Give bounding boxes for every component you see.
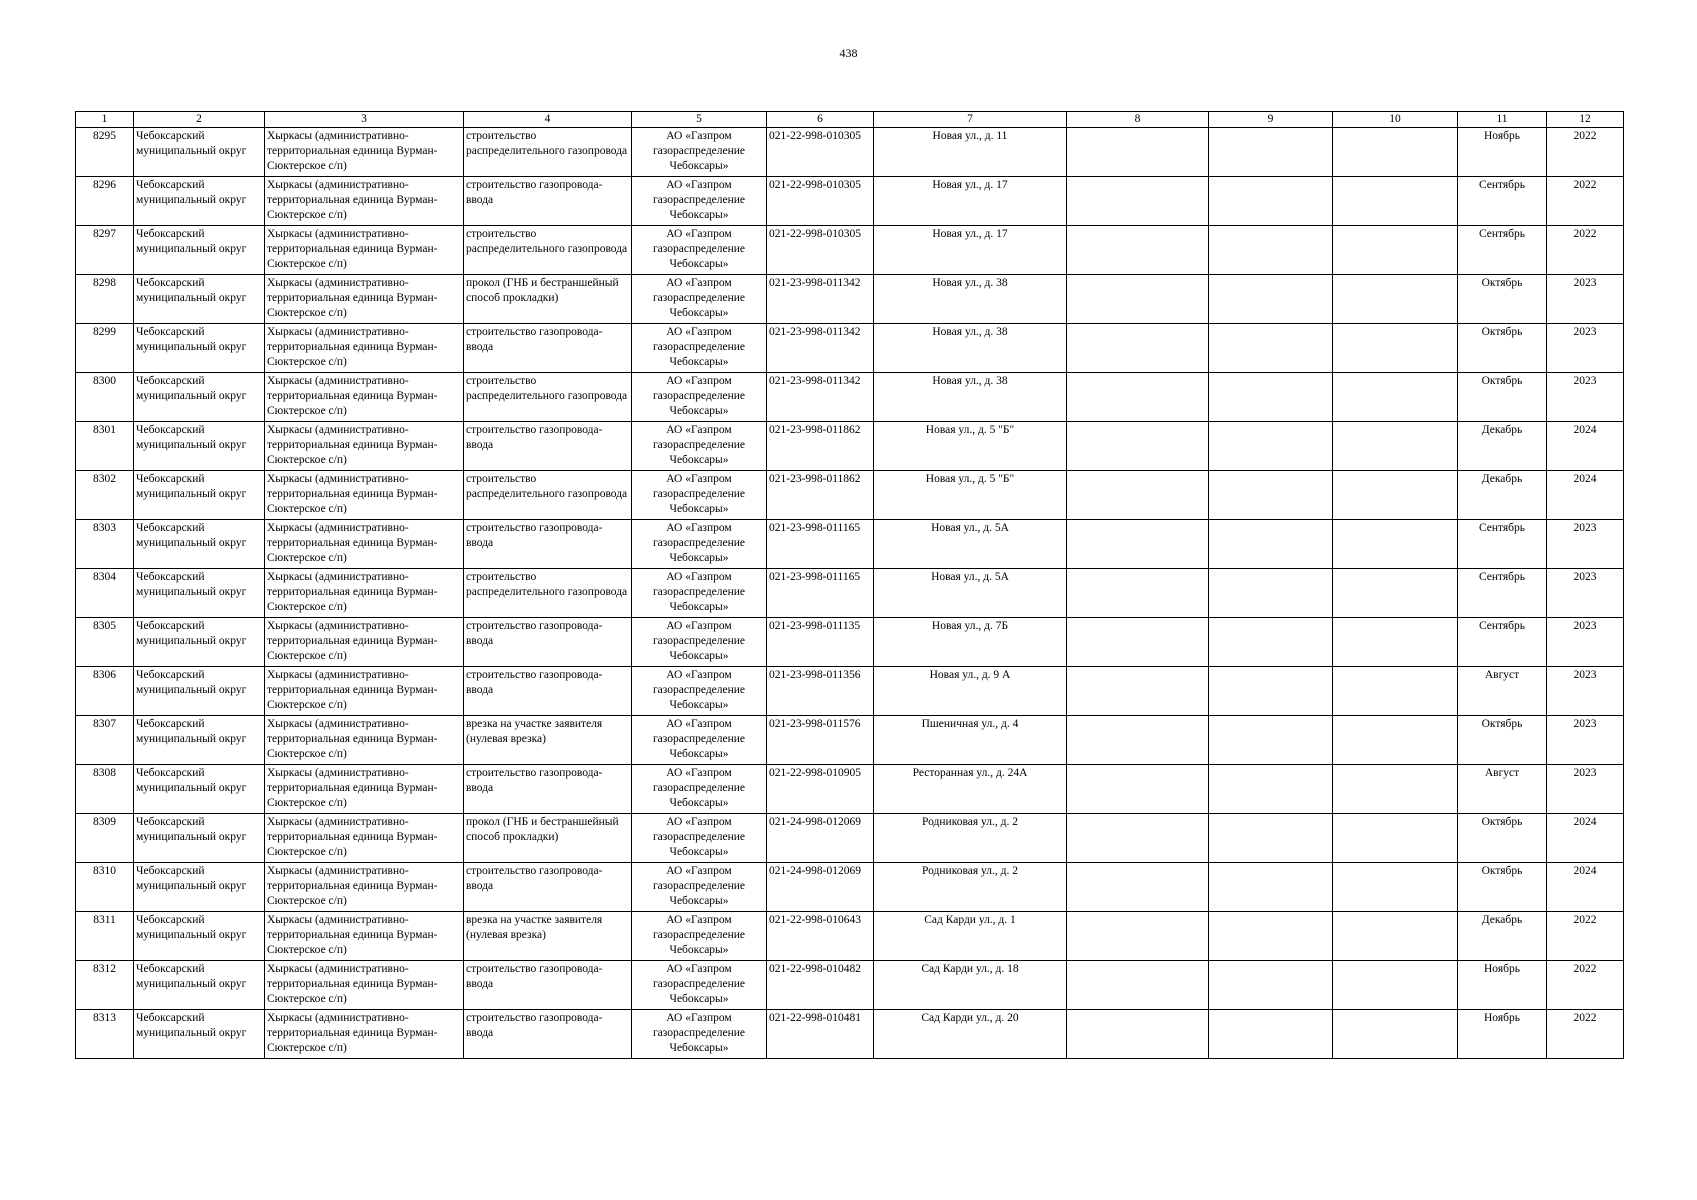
table-row	[76, 373, 1624, 422]
locality-cell: Хыркасы (административно-территориальная единица Вурман-Сюктерское с/п)	[265, 275, 464, 324]
column-number-row	[76, 112, 1624, 128]
application-code-cell: 021-22-998-010305	[767, 177, 874, 226]
table-row	[76, 520, 1624, 569]
application-code-cell: 021-23-998-011576	[767, 716, 874, 765]
month-cell: Сентябрь	[1458, 520, 1547, 569]
locality-cell: Хыркасы (административно-территориальная единица Вурман-Сюктерское с/п)	[265, 520, 464, 569]
table-row	[76, 618, 1624, 667]
organization-cell: АО «Газпром газораспределение Чебоксары»	[632, 226, 767, 275]
application-code-cell: 021-23-998-011356	[767, 667, 874, 716]
work-type-cell: строительство газопровода-ввода	[464, 177, 632, 226]
column-10-cell	[1333, 961, 1458, 1010]
row-number-cell: 8310	[76, 863, 134, 912]
row-number-cell: 8304	[76, 569, 134, 618]
month-cell: Октябрь	[1458, 324, 1547, 373]
table-row	[76, 912, 1624, 961]
column-9-cell	[1209, 471, 1333, 520]
organization-cell: АО «Газпром газораспределение Чебоксары»	[632, 422, 767, 471]
work-type-cell: строительство распределительного газопровода	[464, 128, 632, 177]
organization-cell: АО «Газпром газораспределение Чебоксары»	[632, 667, 767, 716]
address-cell: Родниковая ул., д. 2	[874, 814, 1067, 863]
district-cell: Чебоксарский муниципальный округ	[134, 765, 265, 814]
work-type-cell: строительство газопровода-ввода	[464, 324, 632, 373]
application-code-cell: 021-22-998-010481	[767, 1010, 874, 1059]
table-row	[76, 814, 1624, 863]
column-8-cell	[1067, 569, 1209, 618]
district-cell: Чебоксарский муниципальный округ	[134, 226, 265, 275]
work-type-cell: врезка на участке заявителя (нулевая врезка)	[464, 912, 632, 961]
district-cell: Чебоксарский муниципальный округ	[134, 667, 265, 716]
address-cell: Новая ул., д. 38	[874, 324, 1067, 373]
column-8-cell	[1067, 765, 1209, 814]
month-cell: Декабрь	[1458, 422, 1547, 471]
column-9-cell	[1209, 275, 1333, 324]
column-header: 4	[464, 112, 632, 128]
row-number-cell: 8300	[76, 373, 134, 422]
column-8-cell	[1067, 373, 1209, 422]
month-cell: Октябрь	[1458, 373, 1547, 422]
month-cell: Октябрь	[1458, 275, 1547, 324]
year-cell: 2024	[1547, 814, 1624, 863]
month-cell: Ноябрь	[1458, 961, 1547, 1010]
application-code-cell: 021-22-998-010905	[767, 765, 874, 814]
work-type-cell: строительство газопровода-ввода	[464, 520, 632, 569]
table-row	[76, 128, 1624, 177]
month-cell: Сентябрь	[1458, 226, 1547, 275]
work-type-cell: врезка на участке заявителя (нулевая врезка)	[464, 716, 632, 765]
application-code-cell: 021-23-998-011135	[767, 618, 874, 667]
year-cell: 2023	[1547, 324, 1624, 373]
column-header: 5	[632, 112, 767, 128]
district-cell: Чебоксарский муниципальный округ	[134, 275, 265, 324]
address-cell: Пшеничная ул., д. 4	[874, 716, 1067, 765]
year-cell: 2023	[1547, 520, 1624, 569]
table-row	[76, 177, 1624, 226]
year-cell: 2023	[1547, 667, 1624, 716]
district-cell: Чебоксарский муниципальный округ	[134, 716, 265, 765]
application-code-cell: 021-23-998-011165	[767, 569, 874, 618]
column-9-cell	[1209, 912, 1333, 961]
district-cell: Чебоксарский муниципальный округ	[134, 569, 265, 618]
table-row	[76, 471, 1624, 520]
work-type-cell: строительство газопровода-ввода	[464, 863, 632, 912]
address-cell: Новая ул., д. 5 "Б"	[874, 422, 1067, 471]
work-type-cell: строительство распределительного газопровода	[464, 226, 632, 275]
work-type-cell: строительство газопровода-ввода	[464, 618, 632, 667]
column-10-cell	[1333, 765, 1458, 814]
table-row	[76, 569, 1624, 618]
column-8-cell	[1067, 520, 1209, 569]
locality-cell: Хыркасы (административно-территориальная единица Вурман-Сюктерское с/п)	[265, 324, 464, 373]
organization-cell: АО «Газпром газораспределение Чебоксары»	[632, 569, 767, 618]
table-row	[76, 961, 1624, 1010]
address-cell: Ресторанная ул., д. 24А	[874, 765, 1067, 814]
column-9-cell	[1209, 422, 1333, 471]
column-8-cell	[1067, 716, 1209, 765]
column-8-cell	[1067, 471, 1209, 520]
district-cell: Чебоксарский муниципальный округ	[134, 324, 265, 373]
organization-cell: АО «Газпром газораспределение Чебоксары»	[632, 716, 767, 765]
column-header: 6	[767, 112, 874, 128]
column-header: 3	[265, 112, 464, 128]
register-table	[75, 111, 1624, 1059]
column-10-cell	[1333, 177, 1458, 226]
locality-cell: Хыркасы (административно-территориальная единица Вурман-Сюктерское с/п)	[265, 667, 464, 716]
month-cell: Ноябрь	[1458, 1010, 1547, 1059]
column-10-cell	[1333, 275, 1458, 324]
address-cell: Новая ул., д. 17	[874, 226, 1067, 275]
year-cell: 2022	[1547, 961, 1624, 1010]
work-type-cell: строительство газопровода-ввода	[464, 422, 632, 471]
application-code-cell: 021-23-998-011342	[767, 275, 874, 324]
table-body	[76, 128, 1624, 1059]
column-9-cell	[1209, 716, 1333, 765]
address-cell: Новая ул., д. 7Б	[874, 618, 1067, 667]
application-code-cell: 021-22-998-010482	[767, 961, 874, 1010]
organization-cell: АО «Газпром газораспределение Чебоксары»	[632, 1010, 767, 1059]
year-cell: 2023	[1547, 618, 1624, 667]
year-cell: 2023	[1547, 765, 1624, 814]
month-cell: Декабрь	[1458, 912, 1547, 961]
work-type-cell: строительство распределительного газопровода	[464, 373, 632, 422]
address-cell: Родниковая ул., д. 2	[874, 863, 1067, 912]
month-cell: Ноябрь	[1458, 128, 1547, 177]
column-8-cell	[1067, 814, 1209, 863]
address-cell: Новая ул., д. 5А	[874, 520, 1067, 569]
row-number-cell: 8308	[76, 765, 134, 814]
work-type-cell: строительство газопровода-ввода	[464, 765, 632, 814]
row-number-cell: 8298	[76, 275, 134, 324]
year-cell: 2024	[1547, 471, 1624, 520]
work-type-cell: строительство распределительного газопровода	[464, 471, 632, 520]
month-cell: Октябрь	[1458, 863, 1547, 912]
application-code-cell: 021-23-998-011342	[767, 324, 874, 373]
locality-cell: Хыркасы (административно-территориальная единица Вурман-Сюктерское с/п)	[265, 569, 464, 618]
column-9-cell	[1209, 961, 1333, 1010]
month-cell: Сентябрь	[1458, 618, 1547, 667]
organization-cell: АО «Газпром газораспределение Чебоксары»	[632, 618, 767, 667]
locality-cell: Хыркасы (административно-территориальная единица Вурман-Сюктерское с/п)	[265, 1010, 464, 1059]
column-8-cell	[1067, 1010, 1209, 1059]
column-10-cell	[1333, 569, 1458, 618]
row-number-cell: 8312	[76, 961, 134, 1010]
year-cell: 2024	[1547, 863, 1624, 912]
district-cell: Чебоксарский муниципальный округ	[134, 422, 265, 471]
district-cell: Чебоксарский муниципальный округ	[134, 520, 265, 569]
table-row	[76, 275, 1624, 324]
organization-cell: АО «Газпром газораспределение Чебоксары»	[632, 128, 767, 177]
application-code-cell: 021-24-998-012069	[767, 863, 874, 912]
table-row	[76, 667, 1624, 716]
locality-cell: Хыркасы (административно-территориальная единица Вурман-Сюктерское с/п)	[265, 716, 464, 765]
column-10-cell	[1333, 422, 1458, 471]
table-row	[76, 765, 1624, 814]
year-cell: 2022	[1547, 177, 1624, 226]
year-cell: 2022	[1547, 128, 1624, 177]
column-9-cell	[1209, 765, 1333, 814]
column-9-cell	[1209, 373, 1333, 422]
organization-cell: АО «Газпром газораспределение Чебоксары»	[632, 275, 767, 324]
locality-cell: Хыркасы (административно-территориальная единица Вурман-Сюктерское с/п)	[265, 226, 464, 275]
column-10-cell	[1333, 520, 1458, 569]
column-9-cell	[1209, 520, 1333, 569]
organization-cell: АО «Газпром газораспределение Чебоксары»	[632, 912, 767, 961]
column-9-cell	[1209, 177, 1333, 226]
locality-cell: Хыркасы (административно-территориальная единица Вурман-Сюктерское с/п)	[265, 422, 464, 471]
column-header: 10	[1333, 112, 1458, 128]
month-cell: Октябрь	[1458, 716, 1547, 765]
organization-cell: АО «Газпром газораспределение Чебоксары»	[632, 863, 767, 912]
column-8-cell	[1067, 422, 1209, 471]
month-cell: Сентябрь	[1458, 177, 1547, 226]
locality-cell: Хыркасы (административно-территориальная единица Вурман-Сюктерское с/п)	[265, 765, 464, 814]
month-cell: Август	[1458, 765, 1547, 814]
organization-cell: АО «Газпром газораспределение Чебоксары»	[632, 765, 767, 814]
application-code-cell: 021-23-998-011862	[767, 471, 874, 520]
organization-cell: АО «Газпром газораспределение Чебоксары»	[632, 814, 767, 863]
row-number-cell: 8299	[76, 324, 134, 373]
organization-cell: АО «Газпром газораспределение Чебоксары»	[632, 520, 767, 569]
row-number-cell: 8303	[76, 520, 134, 569]
district-cell: Чебоксарский муниципальный округ	[134, 373, 265, 422]
locality-cell: Хыркасы (административно-территориальная единица Вурман-Сюктерское с/п)	[265, 471, 464, 520]
column-9-cell	[1209, 667, 1333, 716]
address-cell: Сад Карди ул., д. 18	[874, 961, 1067, 1010]
row-number-cell: 8297	[76, 226, 134, 275]
table-row	[76, 716, 1624, 765]
application-code-cell: 021-22-998-010305	[767, 226, 874, 275]
row-number-cell: 8307	[76, 716, 134, 765]
year-cell: 2023	[1547, 275, 1624, 324]
organization-cell: АО «Газпром газораспределение Чебоксары»	[632, 373, 767, 422]
work-type-cell: прокол (ГНБ и бестраншейный способ прокладки)	[464, 814, 632, 863]
year-cell: 2023	[1547, 716, 1624, 765]
column-10-cell	[1333, 912, 1458, 961]
address-cell: Новая ул., д. 5А	[874, 569, 1067, 618]
column-9-cell	[1209, 128, 1333, 177]
table-row	[76, 226, 1624, 275]
column-9-cell	[1209, 814, 1333, 863]
address-cell: Сад Карди ул., д. 20	[874, 1010, 1067, 1059]
column-10-cell	[1333, 863, 1458, 912]
column-10-cell	[1333, 471, 1458, 520]
work-type-cell: строительство газопровода-ввода	[464, 1010, 632, 1059]
organization-cell: АО «Газпром газораспределение Чебоксары»	[632, 177, 767, 226]
locality-cell: Хыркасы (административно-территориальная единица Вурман-Сюктерское с/п)	[265, 373, 464, 422]
year-cell: 2023	[1547, 569, 1624, 618]
row-number-cell: 8306	[76, 667, 134, 716]
district-cell: Чебоксарский муниципальный округ	[134, 128, 265, 177]
locality-cell: Хыркасы (административно-территориальная единица Вурман-Сюктерское с/п)	[265, 128, 464, 177]
district-cell: Чебоксарский муниципальный округ	[134, 618, 265, 667]
table-row	[76, 863, 1624, 912]
address-cell: Новая ул., д. 5 "Б"	[874, 471, 1067, 520]
district-cell: Чебоксарский муниципальный округ	[134, 1010, 265, 1059]
row-number-cell: 8296	[76, 177, 134, 226]
district-cell: Чебоксарский муниципальный округ	[134, 814, 265, 863]
address-cell: Новая ул., д. 38	[874, 275, 1067, 324]
column-10-cell	[1333, 128, 1458, 177]
year-cell: 2022	[1547, 226, 1624, 275]
column-8-cell	[1067, 618, 1209, 667]
address-cell: Сад Карди ул., д. 1	[874, 912, 1067, 961]
address-cell: Новая ул., д. 9 А	[874, 667, 1067, 716]
column-10-cell	[1333, 226, 1458, 275]
column-header: 8	[1067, 112, 1209, 128]
work-type-cell: строительство газопровода-ввода	[464, 667, 632, 716]
column-9-cell	[1209, 324, 1333, 373]
year-cell: 2022	[1547, 1010, 1624, 1059]
application-code-cell: 021-22-998-010643	[767, 912, 874, 961]
district-cell: Чебоксарский муниципальный округ	[134, 863, 265, 912]
organization-cell: АО «Газпром газораспределение Чебоксары»	[632, 961, 767, 1010]
district-cell: Чебоксарский муниципальный округ	[134, 471, 265, 520]
column-10-cell	[1333, 667, 1458, 716]
column-8-cell	[1067, 961, 1209, 1010]
row-number-cell: 8311	[76, 912, 134, 961]
column-10-cell	[1333, 324, 1458, 373]
locality-cell: Хыркасы (административно-территориальная единица Вурман-Сюктерское с/п)	[265, 863, 464, 912]
work-type-cell: прокол (ГНБ и бестраншейный способ прокладки)	[464, 275, 632, 324]
column-header: 2	[134, 112, 265, 128]
year-cell: 2022	[1547, 912, 1624, 961]
column-8-cell	[1067, 667, 1209, 716]
row-number-cell: 8302	[76, 471, 134, 520]
column-9-cell	[1209, 863, 1333, 912]
column-9-cell	[1209, 226, 1333, 275]
address-cell: Новая ул., д. 17	[874, 177, 1067, 226]
district-cell: Чебоксарский муниципальный округ	[134, 177, 265, 226]
month-cell: Август	[1458, 667, 1547, 716]
column-8-cell	[1067, 324, 1209, 373]
address-cell: Новая ул., д. 38	[874, 373, 1067, 422]
column-9-cell	[1209, 1010, 1333, 1059]
application-code-cell: 021-23-998-011342	[767, 373, 874, 422]
year-cell: 2024	[1547, 422, 1624, 471]
row-number-cell: 8313	[76, 1010, 134, 1059]
column-8-cell	[1067, 177, 1209, 226]
organization-cell: АО «Газпром газораспределение Чебоксары»	[632, 324, 767, 373]
column-8-cell	[1067, 128, 1209, 177]
locality-cell: Хыркасы (административно-территориальная единица Вурман-Сюктерское с/п)	[265, 814, 464, 863]
month-cell: Октябрь	[1458, 814, 1547, 863]
row-number-cell: 8305	[76, 618, 134, 667]
application-code-cell: 021-22-998-010305	[767, 128, 874, 177]
table-row	[76, 422, 1624, 471]
column-8-cell	[1067, 275, 1209, 324]
organization-cell: АО «Газпром газораспределение Чебоксары»	[632, 471, 767, 520]
column-10-cell	[1333, 716, 1458, 765]
locality-cell: Хыркасы (административно-территориальная единица Вурман-Сюктерское с/п)	[265, 618, 464, 667]
row-number-cell: 8295	[76, 128, 134, 177]
address-cell: Новая ул., д. 11	[874, 128, 1067, 177]
year-cell: 2023	[1547, 373, 1624, 422]
column-header: 1	[76, 112, 134, 128]
row-number-cell: 8301	[76, 422, 134, 471]
locality-cell: Хыркасы (административно-территориальная единица Вурман-Сюктерское с/п)	[265, 177, 464, 226]
district-cell: Чебоксарский муниципальный округ	[134, 961, 265, 1010]
locality-cell: Хыркасы (административно-территориальная единица Вурман-Сюктерское с/п)	[265, 912, 464, 961]
column-10-cell	[1333, 814, 1458, 863]
page-number: 438	[839, 46, 858, 60]
table-row	[76, 324, 1624, 373]
column-9-cell	[1209, 618, 1333, 667]
row-number-cell: 8309	[76, 814, 134, 863]
column-8-cell	[1067, 912, 1209, 961]
column-8-cell	[1067, 863, 1209, 912]
column-header: 12	[1547, 112, 1624, 128]
application-code-cell: 021-23-998-011862	[767, 422, 874, 471]
column-10-cell	[1333, 373, 1458, 422]
month-cell: Сентябрь	[1458, 569, 1547, 618]
column-header: 9	[1209, 112, 1333, 128]
work-type-cell: строительство газопровода-ввода	[464, 961, 632, 1010]
locality-cell: Хыркасы (административно-территориальная единица Вурман-Сюктерское с/п)	[265, 961, 464, 1010]
month-cell: Декабрь	[1458, 471, 1547, 520]
column-10-cell	[1333, 1010, 1458, 1059]
application-code-cell: 021-23-998-011165	[767, 520, 874, 569]
application-code-cell: 021-24-998-012069	[767, 814, 874, 863]
column-header: 11	[1458, 112, 1547, 128]
column-header: 7	[874, 112, 1067, 128]
work-type-cell: строительство распределительного газопровода	[464, 569, 632, 618]
table-row	[76, 1010, 1624, 1059]
column-8-cell	[1067, 226, 1209, 275]
district-cell: Чебоксарский муниципальный округ	[134, 912, 265, 961]
column-9-cell	[1209, 569, 1333, 618]
column-10-cell	[1333, 618, 1458, 667]
